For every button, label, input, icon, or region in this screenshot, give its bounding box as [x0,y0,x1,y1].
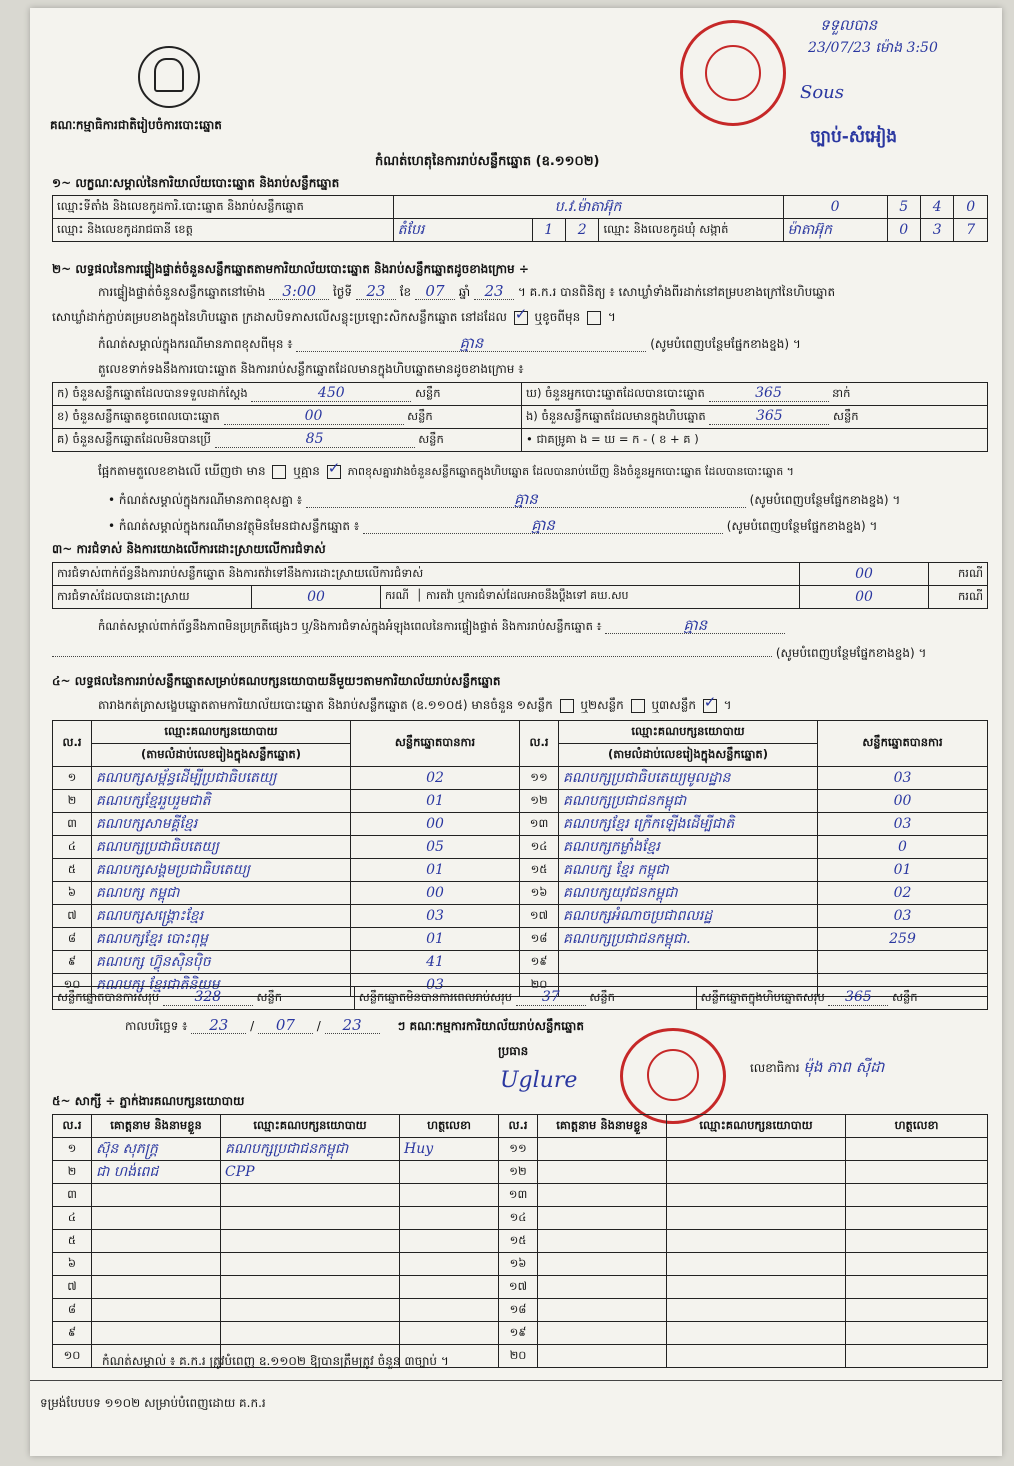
witness-no: ១ [53,1138,92,1161]
witness-signature [400,1184,499,1207]
witness-no: ១៨ [499,1299,538,1322]
witness-no: ៣ [53,1184,92,1207]
commune-code-digit: 7 [954,219,988,242]
table-row [53,790,988,813]
witness-signature [846,1276,988,1299]
case-unit: ករណី [929,586,988,609]
nec-emblem [138,46,200,108]
witness-no: ៥ [53,1230,92,1253]
witness-no: ៨ [53,1299,92,1322]
col-party: ឈ្មោះគណបក្សនយោបាយ [667,1115,846,1138]
table-row [53,1207,988,1230]
verify-year: 23 [474,284,514,300]
document-title: កំណត់ហេតុនៃការរាប់សន្លឹកឆ្នោត (ឧ.១១០២) [375,154,600,169]
witness-party [667,1138,846,1161]
witness-no: ១២ [499,1161,538,1184]
col-votes: សន្លឹកឆ្នោតបានការ [818,721,988,767]
witness-name: ស៊ុន សុភក្ត្រ [92,1138,221,1161]
table-row [53,905,988,928]
difference-note-value: គ្មាន [296,336,646,352]
result-party: គណបក្សអំណាចប្រជាពលរដ្ឋ [559,905,818,928]
station-code-digit: 5 [887,196,920,219]
ballot-figures-table [52,382,988,452]
result-party: គណបក្ស ខ្មែរ កម្ពុជា [559,859,818,882]
result-no: ១៩ [520,951,559,974]
result-party: គណបក្ស ខ្មែរជាតិនិយម [92,974,351,997]
col-sign: ហត្ថលេខា [400,1115,499,1138]
table-row [53,1138,988,1161]
witness-no: ២ [53,1161,92,1184]
witness-no: ១០ [53,1345,92,1368]
commune-code-digit: 0 [887,219,920,242]
resolved-value: 00 [252,586,381,609]
witness-signature [846,1207,988,1230]
irregularity-note-line: កំណត់សម្គាល់ពាក់ព័ន្ធនឹងភាពមិនប្រក្រតីផ្សេងៗ ឬ/និងការជំទាស់ក្នុងអំឡុងពេលនៃការផ្ទៀងផ្ទាត់ និងការរាប់សន្លឹកឆ្នោត ៖ គ្មាន [98,618,785,634]
witness-table [52,1114,988,1368]
result-party: គណបក្សសម្ព័ន្ធដើម្បីប្រជាធិបតេយ្យ [92,767,351,790]
result-party: គណបក្សកម្លាំងខ្មែរ [559,836,818,859]
diff-note-line: • កំណត់សម្គាល់ក្នុងករណីមានភាពខុសគ្នា ៖ គ្មាន (សូមបំពេញបន្ថែមផ្នែកខាងខ្នង) ។ [108,490,901,508]
witness-signature [400,1276,499,1299]
result-party: គណបក្សសាមគ្គីខ្មែរ [92,813,351,836]
witness-signature: Huy [400,1138,499,1161]
result-votes: 02 [351,767,520,790]
compare-line: ផ្អែកតាមតួលេខខាងលើ ឃើញថា មាន ឬគ្មាន ✓ ភាពខុសគ្នារវាងចំនួនសន្លឹកឆ្នោតក្នុងហិបឆ្នោត ដែលបានរាប់ឃើញ និងចំនួនអ្នកបោះឆ្នោត ដែលបានបោះឆ្នោត ។ [98,464,794,479]
table-row [53,836,988,859]
resolved-label: ការជំទាស់ដែលបានដោះស្រាយ [53,586,252,609]
difference-note-line: កំណត់សម្គាល់ក្នុងករណីមានភាពខុសពីមុន ៖ គ្មាន (សូមបំពេញបន្ថែមផ្នែកខាងខ្នង) ។ [98,334,801,352]
result-no: ១០ [53,974,92,997]
station-label: ឈ្មោះទីតាំង និងលេខកូដការិ.បោះឆ្នោត និងរាប់សន្លឹកឆ្នោត [53,196,394,219]
president-signature: Uglure [500,1068,578,1093]
witness-no: ១១ [499,1138,538,1161]
witness-party [221,1322,400,1345]
objection-row-label: ការជំទាស់ពាក់ព័ន្ធនឹងការរាប់សន្លឹកឆ្នោត និងការតវ៉ាទៅនឹងការដោះស្រាយលើការជំទាស់ [53,563,800,586]
result-votes: 41 [351,951,520,974]
table-row [53,813,988,836]
result-party: គណបក្សខ្មែរ បោះពុម្ព [92,928,351,951]
witness-name [538,1253,667,1276]
irregularity-note-value: គ្មាន [605,618,785,634]
case-unit: ករណី [929,563,988,586]
has-difference-checkbox[interactable] [272,465,286,479]
witness-party [667,1345,846,1368]
verify-line-1: ការផ្ទៀងផ្ទាត់ចំនួនសន្លឹកឆ្នោតនៅម៉ោង 3:00 ថ្ងៃទី 23 ខែ 07 ឆ្នាំ 23 ។ គ.ក.រ បានពិនិត្យ ៖ សោឃ្លាំទាំងពីរដាក់នៅគម្របខាងក្រៅនៃហិបឆ្នោត [98,282,836,300]
result-no: ១៦ [520,882,559,905]
witness-name [538,1184,667,1207]
result-no: ១៣ [520,813,559,836]
result-party: គណបក្សសង្គ្រោះខ្មែរ [92,905,351,928]
result-no: ៣ [53,813,92,836]
witness-name [92,1276,221,1299]
result-votes [818,951,988,974]
commune-label: ឈ្មោះ និងលេខកូដឃុំ សង្កាត់ [599,219,783,242]
witness-party [667,1299,846,1322]
result-party: គណបក្សប្រជាធិបតេយ្យ [92,836,351,859]
witness-no: ៦ [53,1253,92,1276]
table-row [53,1276,988,1299]
footer-note: កំណត់សម្គាល់ ៖ គ.ក.រ ត្រូវបំពេញ ឧ.១១០២ ឱ្យបានត្រឹមត្រូវ ចំនួន ៣ច្បាប់ ។ [102,1354,449,1368]
formula: • ជាគម្រូគា ង = ឃ = ក - ( ខ + គ ) [522,429,988,452]
verify-line-2: សោឃ្លាំដាក់ភ្ជាប់គម្របខាងក្នុងនៃហិបឆ្នោត ក្រដាសបិទភាសលើសន្លុះប្រឡោះសិកសន្លឹកឆ្នោត នៅដដែល ✓ ឬខូចពីមុន ។ [52,310,616,325]
table-row [53,928,988,951]
province-value: តំបែរ [393,219,532,242]
witness-name [538,1345,667,1368]
official-seal-icon [680,20,786,126]
witness-name: ជា ហង់ពេជ [92,1161,221,1184]
result-no: ២ [53,790,92,813]
witness-name [92,1253,221,1276]
result-votes: 00 [351,813,520,836]
col-no: ល.រ [53,721,92,767]
col-no: ល.រ [520,721,559,767]
col-sign: ហត្ថលេខា [846,1115,988,1138]
col-no: ល.រ [499,1115,538,1138]
witness-name [538,1299,667,1322]
result-votes: 259 [818,928,988,951]
changed-checkbox[interactable] [587,311,601,325]
summary-sheets-line: តារាងកត់ត្រាសង្ខេបឆ្នោតតាមការិយាល័យបោះឆ្នោត និងរាប់សន្លឹកឆ្នោត (ឧ.១១០៥) មានចំនួន ១សន្លឹក ឬ២សន្លឹក ឬ៣សន្លឹក ✓ ។ [98,698,732,713]
section-3-title: ៣~ ការជំទាស់ និងការយោងលើការដោះស្រាយលើការជំទាស់ [52,542,326,556]
witness-signature [400,1230,499,1253]
table-row [53,1161,988,1184]
verify-month: 07 [415,284,455,300]
witness-party [667,1184,846,1207]
ballot-count-report [30,8,1002,1456]
witness-signature [846,1345,988,1368]
no-difference-checkbox[interactable] [327,465,341,479]
province-code-digit: 2 [565,219,598,242]
result-votes: 00 [818,790,988,813]
irregularity-note-suffix: (សូមបំពេញបន្ថែមផ្នែកខាងខ្នង) ។ [52,646,926,661]
witness-party [667,1161,846,1184]
witness-signature [400,1322,499,1345]
three-sheet-checkbox[interactable] [703,699,717,713]
objection-row-value: 00 [800,563,929,586]
result-no: ១២ [520,790,559,813]
station-code-digit: 0 [783,196,887,219]
footer-divider [30,1380,1002,1381]
result-no: ១៨ [520,928,559,951]
figure-ko: គ) ចំនួនសន្លឹកឆ្នោតដែលមិនបានប្រើ 85 សន្លឹក [53,429,522,452]
result-no: ៤ [53,836,92,859]
witness-name [538,1207,667,1230]
verify-time: 3:00 [269,284,329,300]
witness-signature [846,1184,988,1207]
witness-party [221,1276,400,1299]
witness-signature [846,1322,988,1345]
result-no: ១៧ [520,905,559,928]
irregular-note-value: គ្មាន [363,518,723,534]
result-party: គណបក្សខ្មែររួបរួមជាតិ [92,790,351,813]
table-row [53,882,988,905]
one-sheet-checkbox[interactable] [560,699,574,713]
totals-table [52,986,988,1010]
commune-value: ម៉ាតាអ៊ុក [783,219,887,242]
col-name: គោត្តនាម និងនាមខ្លួន [92,1115,221,1138]
figures-intro: តួលេខទាក់ទងនឹងការបោះឆ្នោត និងការរាប់សន្លឹកឆ្នោតដែលមានក្នុងហិបឆ្នោតមានដូចខាងក្រោម ៖ [98,362,524,376]
witness-name [92,1184,221,1207]
witness-no: ២០ [499,1345,538,1368]
result-votes: 01 [351,790,520,813]
table-row [53,1184,988,1207]
witness-signature [846,1253,988,1276]
party-results-table [52,720,988,997]
result-votes: 03 [818,767,988,790]
witness-no: ១៥ [499,1230,538,1253]
result-votes: 01 [818,859,988,882]
col-no: ល.រ [53,1115,92,1138]
witness-signature [400,1253,499,1276]
table-row [53,767,988,790]
witness-party [667,1230,846,1253]
objections-table [52,562,988,609]
result-no: ១៥ [520,859,559,882]
committee-seal-icon [620,1028,726,1124]
secretary-name: ម៉ុង ភាព ស៊ីដា [803,1058,885,1076]
two-sheet-checkbox[interactable] [631,699,645,713]
received-note-date: 23/07/23 ម៉ោង 3:50 [808,40,938,56]
result-votes: 01 [351,928,520,951]
result-votes: 00 [351,882,520,905]
result-party: គណបក្សខ្មែរ ក្រើកឡើងដើម្បីជាតិ [559,813,818,836]
table-row [53,951,988,974]
col-party: ឈ្មោះគណបក្សនយោបាយ [221,1115,400,1138]
received-note: ទទួលបាន [820,16,878,34]
received-note-signature: Sous [800,82,844,103]
witness-no: ១៩ [499,1322,538,1345]
table-row [53,1253,988,1276]
witness-signature [846,1138,988,1161]
witness-name [538,1322,667,1345]
witness-name [538,1230,667,1253]
witness-party [221,1184,400,1207]
result-votes: 03 [818,905,988,928]
witness-name [538,1276,667,1299]
station-code-digit: 4 [921,196,954,219]
section-2-title: ២~ លទ្ធផលនៃការផ្ទៀងផ្ទាត់ចំនួនសន្លឹកឆ្នោតតាមការិយាល័យបោះឆ្នោត និងរាប់សន្លឹកឆ្នោតដូចខាងក្រោម ÷ [52,262,529,276]
section-5-title: ៥~ សាក្សី ÷ ភ្នាក់ងារគណបក្សនយោបាយ [52,1094,245,1108]
result-party: គណបក្សយុវជនកម្ពុជា [559,882,818,905]
section-4-title: ៤~ លទ្ធផលនៃការរាប់សន្លឹកឆ្នោតសម្រាប់គណបក្សនយោបាយនីមួយៗតាមការិយាល័យរាប់សន្លឹកឆ្នោត [52,674,501,688]
witness-no: ៩ [53,1322,92,1345]
total-valid: សន្លឹកឆ្នោតបានការសរុប 328 សន្លឹក [53,987,355,1010]
result-party: គណបក្សប្រជាជនកម្ពុជា. [559,928,818,951]
col-name: គោត្តនាម និងនាមខ្លួន [538,1115,667,1138]
result-no: ៥ [53,859,92,882]
witness-party [221,1207,400,1230]
result-votes: 0 [818,836,988,859]
col-party: ឈ្មោះគណបក្សនយោបាយ [559,721,818,744]
committee-label: ៗ គណៈកម្មការការិយាល័យរាប់សន្លឹកឆ្នោត [397,1019,584,1033]
verify-day: 23 [356,284,396,300]
province-code-digit: 1 [532,219,565,242]
witness-name [538,1138,667,1161]
witness-no: ១៣ [499,1184,538,1207]
witness-party [667,1253,846,1276]
appeal-label: ករណី │ ការតវ៉ា ឬការជំទាស់ដែលអាចនឹងប្ដឹងទៅ គឃ.សប [381,586,800,609]
witness-party [667,1207,846,1230]
witness-party [221,1230,400,1253]
result-party: គណបក្សប្រជាធិបតេយ្យមូលដ្ឋាន [559,767,818,790]
witness-no: ៤ [53,1207,92,1230]
witness-name [92,1207,221,1230]
result-no: ១ [53,767,92,790]
irregular-note-line: • កំណត់សម្គាល់ក្នុងករណីមានវត្ថុមិនមែនជាសន្លឹកឆ្នោត ៖ គ្មាន (សូមបំពេញបន្ថែមផ្នែកខាងខ្នង) ។ [108,516,878,534]
witness-signature [846,1161,988,1184]
result-no: ១១ [520,767,559,790]
result-no: ១៤ [520,836,559,859]
result-votes: 03 [351,905,520,928]
witness-party [221,1299,400,1322]
witness-party [667,1276,846,1299]
result-no: ២០ [520,974,559,997]
station-code-digit: 0 [954,196,988,219]
copy-label: ច្បាប់-សំអៀង [810,127,898,147]
col-party-sub: (តាមលំដាប់លេខរៀងក្នុងសន្លឹកឆ្នោត) [559,744,818,767]
province-label: ឈ្មោះ និងលេខកូដរាជធានី ខេត្ត [53,219,394,242]
figure-kha: ខ) ចំនួនសន្លឹកឆ្នោតខូចពេលបោះឆ្នោត 00 សន្លឹក [53,406,522,429]
witness-no: ៧ [53,1276,92,1299]
col-party: ឈ្មោះគណបក្សនយោបាយ [92,721,351,744]
witness-signature [400,1299,499,1322]
result-votes: 05 [351,836,520,859]
org-name: គណៈកម្មាធិការជាតិរៀបចំការបោះឆ្នោត [50,118,222,132]
witness-no: ១៦ [499,1253,538,1276]
result-party: គណបក្ស ហ៊្វុនស៊ិនប៉ិច [92,951,351,974]
total-in-box: សន្លឹកឆ្នោតក្នុងហិបឆ្នោតសរុប 365 សន្លឹក [696,987,987,1010]
polling-station-table [52,195,988,242]
table-row [53,1322,988,1345]
secretary-line: លេខាធិការ ម៉ុង ភាព ស៊ីដា [750,1058,885,1076]
col-party-sub: (តាមលំដាប់លេខរៀងក្នុងសន្លឹកឆ្នោត) [92,744,351,767]
result-party: គណបក្ស កម្ពុជា [92,882,351,905]
result-votes: 03 [351,974,520,997]
witness-name [92,1299,221,1322]
result-no: ៨ [53,928,92,951]
witness-signature [400,1161,499,1184]
witness-no: ១៧ [499,1276,538,1299]
witness-party [221,1253,400,1276]
witness-signature [846,1230,988,1253]
witness-party [667,1322,846,1345]
unchanged-checkbox[interactable] [514,311,528,325]
form-id: ទម្រង់បែបបទ ១១០២ សម្រាប់បំពេញដោយ គ.ក.រ [40,1396,266,1410]
witness-party: CPP [221,1161,400,1184]
witness-signature [400,1207,499,1230]
table-row [53,1230,988,1253]
witness-name [92,1322,221,1345]
witness-no: ១៤ [499,1207,538,1230]
result-votes: 01 [351,859,520,882]
result-votes: 02 [818,882,988,905]
table-row [53,859,988,882]
diff-note-value: គ្មាន [306,492,746,508]
witness-name [538,1161,667,1184]
section-1-title: ១~ លក្ខណៈសម្គាល់នៃការិយាល័យបោះឆ្នោត និងរាប់សន្លឹកឆ្នោត [52,176,340,190]
witness-name [92,1230,221,1253]
station-value: ប.វ.ម៉ាតាអ៊ុក [393,196,783,219]
witness-signature [846,1299,988,1322]
report-date-line: កាលបរិច្ឆេទ ៖ 23 / 07 / 23 ៗ គណៈកម្មការការិយាល័យរាប់សន្លឹកឆ្នោត [125,1016,584,1034]
col-votes: សន្លឹកឆ្នោតបានការ [351,721,520,767]
result-party [559,951,818,974]
appeal-value: 00 [800,586,929,609]
result-party: គណបក្សសង្គមប្រជាធិបតេយ្យ [92,859,351,882]
result-no: ៦ [53,882,92,905]
result-no: ៧ [53,905,92,928]
figure-kho: ឃ) ចំនួនអ្នកបោះឆ្នោតដែលបានបោះឆ្នោត 365 នាក់ [522,383,988,406]
figure-ngo: ង) ចំនួនសន្លឹកឆ្នោតដែលមានក្នុងហិបឆ្នោត 365 សន្លឹក [522,406,988,429]
result-votes: 03 [818,813,988,836]
result-party: គណបក្សប្រជាជនកម្ពុជា [559,790,818,813]
president-label: ប្រធាន [498,1044,529,1058]
figure-ka: ក) ចំនួនសន្លឹកឆ្នោតដែលបានទទួលដាក់ស្ដែង 450 សន្លឹក [53,383,522,406]
result-no: ៩ [53,951,92,974]
table-row [53,1299,988,1322]
total-invalid: សន្លឹកឆ្នោតមិនបានការពេលរាប់សរុប 37 សន្លឹក [354,987,696,1010]
commune-code-digit: 3 [921,219,954,242]
witness-party: គណបក្សប្រជាជនកម្ពុជា [221,1138,400,1161]
